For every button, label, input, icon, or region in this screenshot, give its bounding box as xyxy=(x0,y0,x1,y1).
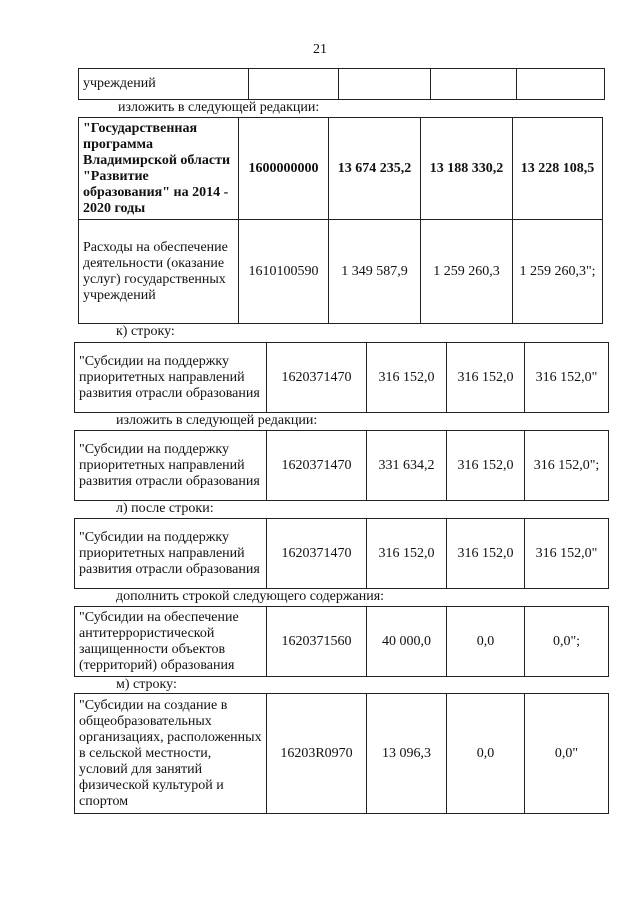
budget-code: 1600000000 xyxy=(239,118,329,220)
amount-2021: 1 259 260,3"; xyxy=(513,220,603,324)
amount-2020: 316 152,0 xyxy=(447,519,525,589)
amount-2021: 316 152,0"; xyxy=(525,431,609,501)
table-row xyxy=(79,118,603,220)
amount-2021: 0,0"; xyxy=(525,607,609,677)
amount-2020: 316 152,0 xyxy=(447,431,525,501)
amount-2020: 0,0 xyxy=(447,694,525,814)
amount-2021: 316 152,0" xyxy=(525,519,609,589)
budget-code: 1620371470 xyxy=(267,431,367,501)
instruction-text: м) строку: xyxy=(116,677,177,692)
budget-code: 1620371470 xyxy=(267,343,367,413)
line-item-name: "Субсидии на создание в общеобразовательных организациях, расположенных в сельской местности, условий для занятий физической культурой и спортом xyxy=(75,694,267,814)
page-number: 21 xyxy=(313,42,327,57)
amount-2020: 1 259 260,3 xyxy=(421,220,513,324)
amount-2019: 1 349 587,9 xyxy=(329,220,421,324)
amendment-table xyxy=(74,430,609,501)
amendment-table xyxy=(78,68,605,100)
amount-2020: 316 152,0 xyxy=(447,343,525,413)
amendment-table xyxy=(74,693,609,814)
budget-code: 1620371470 xyxy=(267,519,367,589)
amount-2019: 13 096,3 xyxy=(367,694,447,814)
budget-code: 1610100590 xyxy=(239,220,329,324)
amount-2019: 316 152,0 xyxy=(367,519,447,589)
instruction-text: изложить в следующей редакции: xyxy=(118,100,320,115)
amount-2021: 0,0" xyxy=(525,694,609,814)
amount-2019: 331 634,2 xyxy=(367,431,447,501)
table-row xyxy=(79,220,603,324)
table-row xyxy=(75,519,609,589)
amount-2020: 0,0 xyxy=(447,607,525,677)
amount-2019 xyxy=(339,69,431,100)
amount-2019: 13 674 235,2 xyxy=(329,118,421,220)
line-item-name: "Субсидии на поддержку приоритетных направлений развития отрасли образования xyxy=(75,343,267,413)
line-item-name: "Государственная программа Владимирской области "Развитие образования" на 2014 - 2020 годы xyxy=(79,118,239,220)
line-item-name: "Субсидии на поддержку приоритетных направлений развития отрасли образования xyxy=(75,519,267,589)
budget-code: 1620371560 xyxy=(267,607,367,677)
table-row xyxy=(75,431,609,501)
amount-2021: 13 228 108,5 xyxy=(513,118,603,220)
table-row xyxy=(75,694,609,814)
amount-2020 xyxy=(431,69,517,100)
line-item-name: "Субсидии на обеспечение антитеррористической защищенности объектов (территорий) образования xyxy=(75,607,267,677)
line-item-name: Расходы на обеспечение деятельности (оказание услуг) государственных учреждений xyxy=(79,220,239,324)
instruction-text: л) после строки: xyxy=(116,501,214,516)
instruction-text: к) строку: xyxy=(116,324,175,339)
instruction-text: дополнить строкой следующего содержания: xyxy=(116,589,385,604)
budget-code: 16203R0970 xyxy=(267,694,367,814)
amount-2019: 40 000,0 xyxy=(367,607,447,677)
budget-code xyxy=(249,69,339,100)
amount-2021: 316 152,0" xyxy=(525,343,609,413)
amendment-table xyxy=(78,117,603,324)
table-row xyxy=(75,607,609,677)
amendment-table xyxy=(74,518,609,589)
line-item-name: учреждений xyxy=(79,69,249,100)
amendment-table xyxy=(74,342,609,413)
instruction-text: изложить в следующей редакции: xyxy=(116,413,318,428)
table-row xyxy=(75,343,609,413)
amount-2021 xyxy=(517,69,605,100)
amount-2020: 13 188 330,2 xyxy=(421,118,513,220)
amendment-table xyxy=(74,606,609,677)
line-item-name: "Субсидии на поддержку приоритетных направлений развития отрасли образования xyxy=(75,431,267,501)
amount-2019: 316 152,0 xyxy=(367,343,447,413)
table-row xyxy=(79,69,605,100)
